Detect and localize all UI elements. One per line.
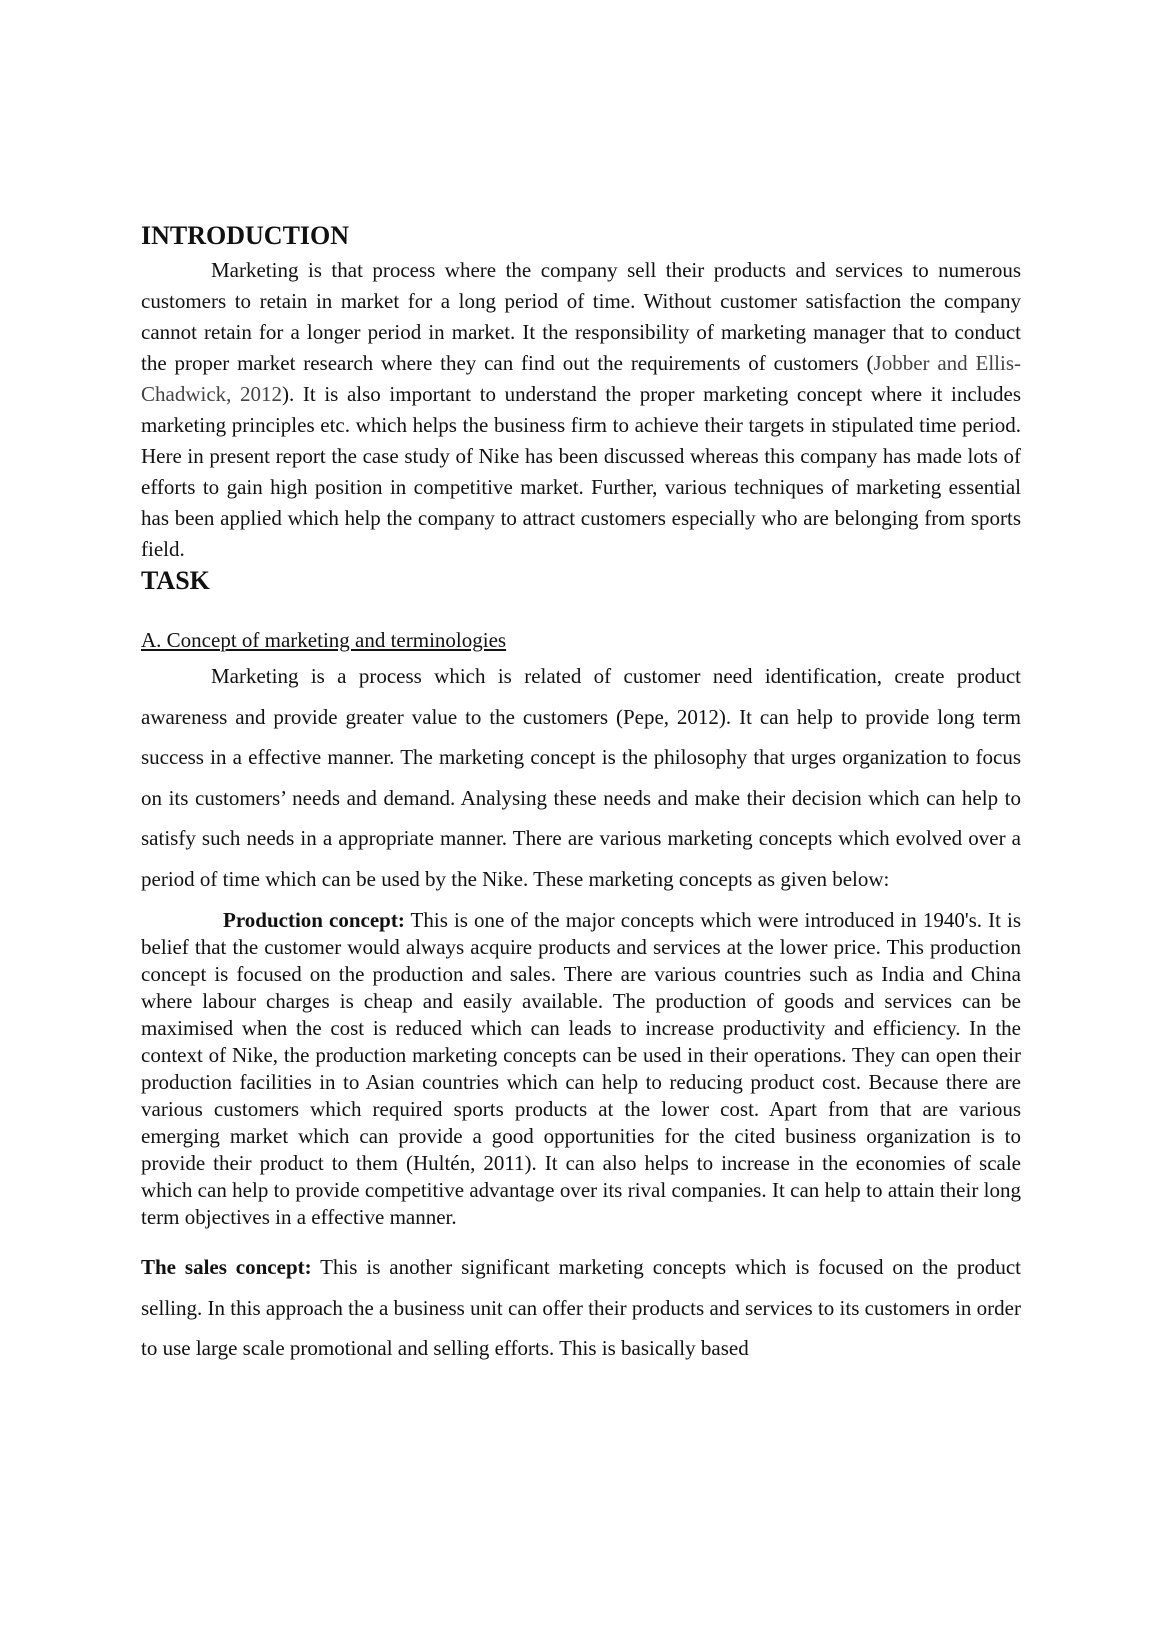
sales-concept-text: This is another significant marketing concepts which is focused on the product selling. In this approach the a business unit can offer their products and services to its customers in order to use large scale promotional and selling efforts. This is basically based — [141, 1255, 1021, 1360]
sales-concept-label: The sales concept: — [141, 1255, 312, 1279]
production-concept-text: This is one of the major concepts which were introduced in 1940's. It is belief that the customer would always acquire products and services at the lower price. This production concept is focused on the production and sales. There are various countries such as India and China where labour charges is cheap and easily available. The production of goods and services can be maximised when the cost is reduced which can leads to increase productivity and efficiency. In the context of Nike, the production marketing concepts can be used in their operations. They can open their production facilities in to Asian countries which can help to reducing product cost. Because there are various customers which required sports products at the lower cost. Apart from that are various emerging market which can provide a good opportunities for the cited business organization is to provide their product to them (Hultén, 2011). It can also helps to increase in the economies of scale which can help to provide competitive advantage over its rival companies. It can help to attain their long term objectives in a effective manner. — [141, 908, 1022, 1229]
introduction-heading: INTRODUCTION — [141, 221, 350, 250]
production-concept-label: Production concept: — [223, 908, 405, 932]
sales-concept-paragraph — [141, 1247, 1021, 1369]
task-heading: TASK — [141, 565, 210, 595]
concept-subheading: A. Concept of marketing and terminologies — [141, 628, 507, 652]
introduction-citation: Jobber and Ellis-Chadwick, 2012 — [141, 350, 1021, 406]
concept-paragraph: Marketing is a process which is related of customer need identification, create product awareness and provide greater value to the customers (Pepe, 2012). It can help to provide long term success in a effective manner. The marketing concept is the philosophy that urges organization to focus on its customers’ needs and demand. Analysing these needs and make their decision which can help to satisfy such needs in a appropriate manner. There are various marketing concepts which evolved over a period of time which can be used by the Nike. These marketing concepts as given below: — [141, 664, 1021, 891]
introduction-text-part-2: ). It is also important to understand the proper marketing concept where it includes marketing principles etc. which helps the business firm to achieve their targets in stipulated time period. Here in present report the case study of Nike has been discussed whereas this company has made lots of efforts to gain high position in competitive market. Further, various techniques of marketing essential has been applied which help the company to attract customers especially who are belonging from sports field. — [141, 381, 1021, 561]
production-concept-paragraph — [141, 907, 1021, 1231]
introduction-paragraph — [141, 255, 1021, 565]
document-body — [141, 220, 1021, 1369]
introduction-text-part-1: Marketing is that process where the company sell their products and services to numerous customers to retain in market for a long period of time. Without customer satisfaction the company cannot retain for a longer period in market. It the responsibility of marketing manager that to conduct the proper market research where they can find out the requirements of customers ( — [141, 257, 1021, 375]
